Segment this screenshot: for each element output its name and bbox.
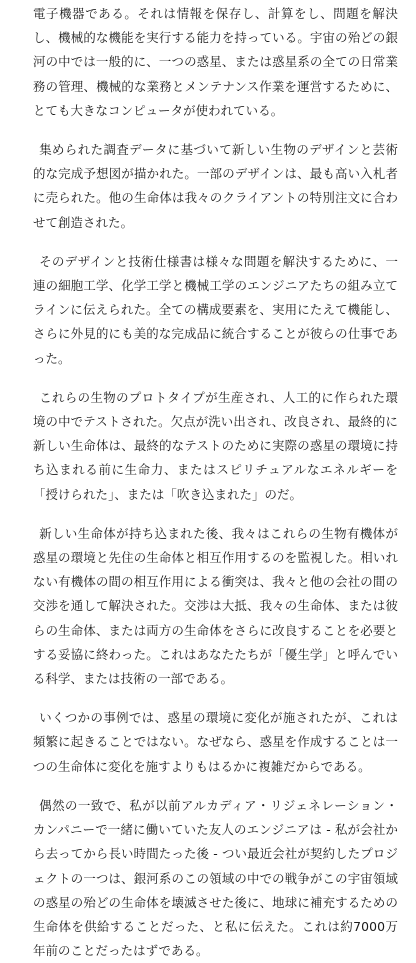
paragraph-2: 集められた調査データに基づいて新しい生物のデザインと芸術的な完成予想図が描かれた。一部のデザインは、最も高い入札者に売られた。他の生命体は我々のクライアントの特別注文に合わせて創造された。 [33,142,398,230]
paragraph-7: 偶然の一致で、私が以前アルカディア・リジェネレーション・カンパニーで一緒に働いていた友人のエンジニアは - 私が会社から去ってから長い時間たった後 - つい最近会社が契約したプロジェクトの一つは、銀河系のこの領域の中での戦争がこの宇宙領域の惑星の殆どの生命体を壊滅させた後に、地球に補充するための生命体を供給することだった、と私に伝えた。これは約7000万年前のことだったはずである。 [33,797,398,959]
paragraph-3: そのデザインと技術仕様書は様々な問題を解決するために、一連の細胞工学、化学工学と機械工学のエンジニアたちの組み立てラインに伝えられた。全ての構成要素を、実用にたえて機能し、さらに外見的にも美的な完成品に統合することが彼らの仕事であった。 [33,253,398,366]
paragraph-5: 新しい生命体が持ち込まれた後、我々はこれらの生物有機体が惑星の環境と先住の生命体と相互作用するのを監視した。相いれない有機体の間の相互作用による衝突は、我々と他の会社の間の交渉を通して解決された。交渉は大抵、我々の生命体、または彼らの生命体、または両方の生命体をさらに改良することを必要とする妥協に終わった。これはあなたたちが「優生学」と呼んでいる科学、または技術の一部である。 [33,525,398,687]
paragraph-4: これらの生物のプロトタイプが生産され、人工的に作られた環境の中でテストされた。欠点が洗い出され、改良され、最終的に新しい生命体は、最終的なテストのために実際の惑星の環境に持ち込まれる前に生命力、またはスピリチュアルなエネルギーを「授けられた」、または「吹き込まれた」のだ。 [33,389,398,502]
paragraph-6: いくつかの事例では、惑星の環境に変化が施されたが、これは頻繁に起きることではない。なぜなら、惑星を作成することは一つの生命体に変化を施すよりもはるかに複雑だからである。 [33,710,398,774]
paragraph-1: 電子機器である。それは情報を保存し、計算をし、問題を解決し、機械的な機能を実行する能力を持っている。宇宙の殆どの銀河の中では一般的に、一つの惑星、または惑星系の全ての日常業務の管理、機械的な業務とメンテナンス作業を運営するために、とても大きなコンピュータが使われている。 [33,6,398,118]
